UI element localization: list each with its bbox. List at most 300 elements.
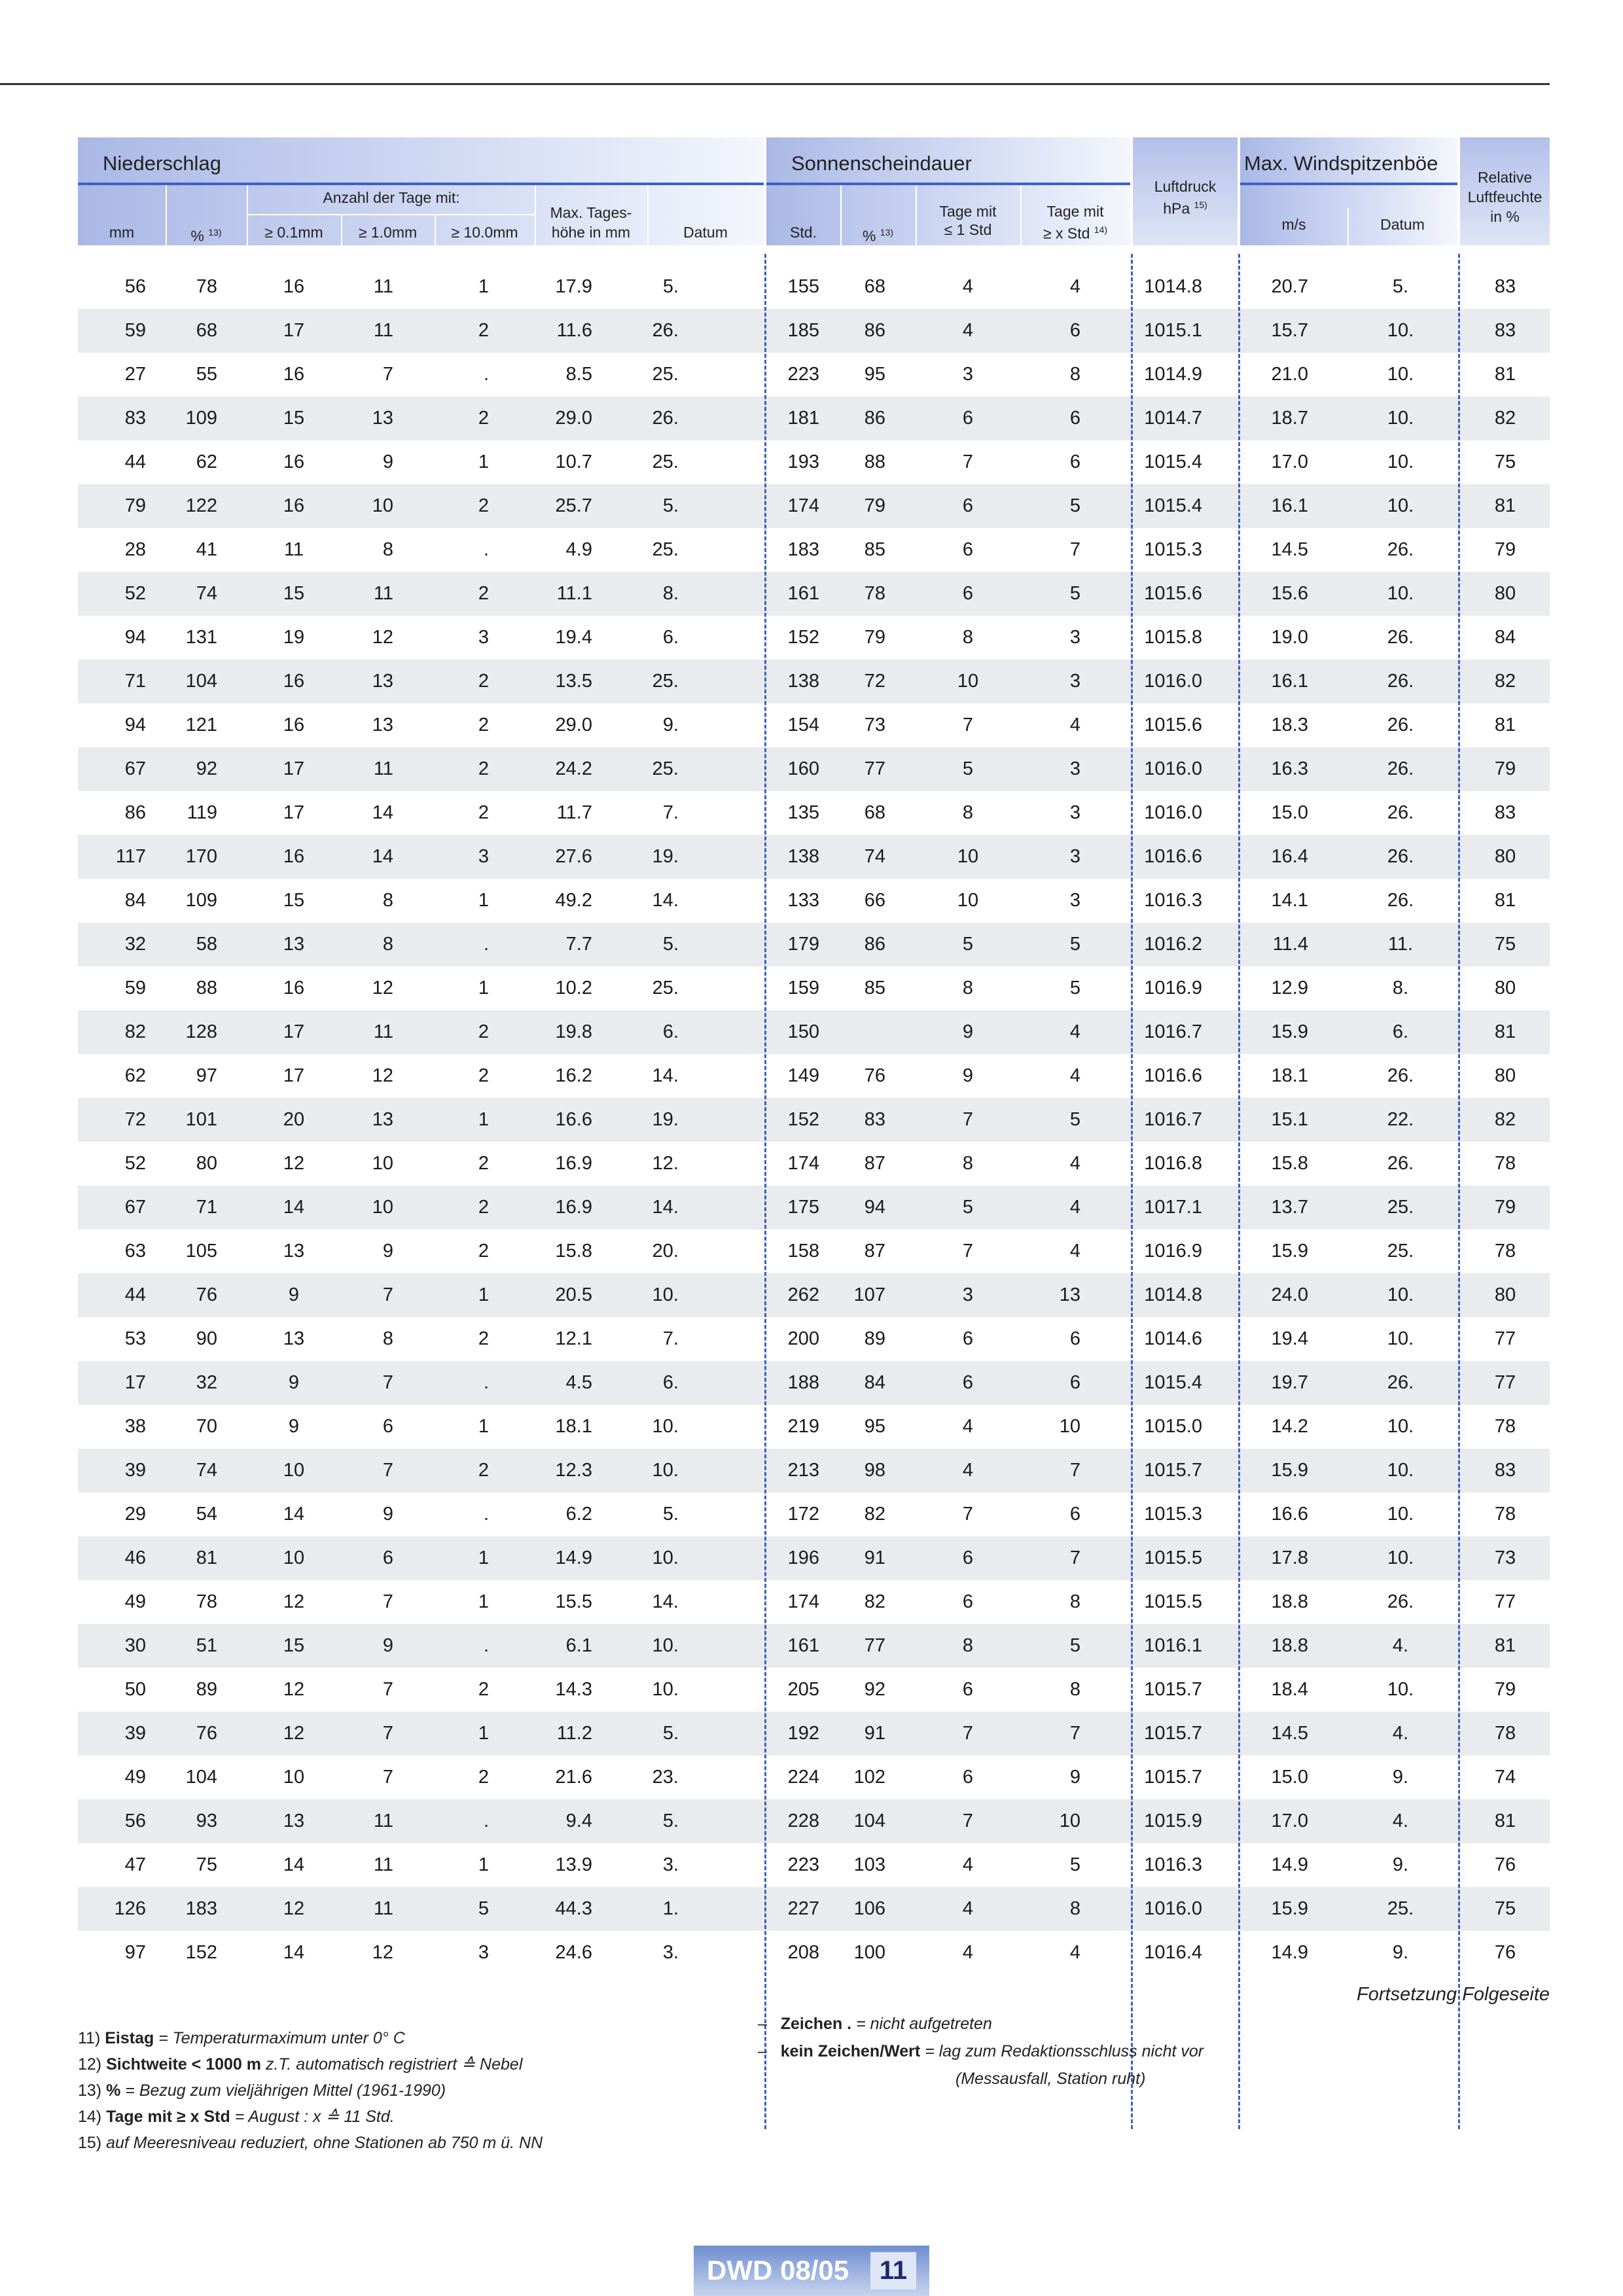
table-cell: 21.6 xyxy=(555,1767,592,1788)
table-cell: 26. xyxy=(1387,1591,1414,1612)
footnote-term: Sichtweite < 1000 m xyxy=(106,2055,262,2074)
table-cell: 10. xyxy=(652,1460,679,1481)
table-cell: 8.5 xyxy=(565,364,592,385)
table-cell: 93 xyxy=(196,1810,217,1831)
table-cell: 62 xyxy=(124,1065,146,1086)
table-cell: 94 xyxy=(124,715,146,735)
table-cell: 44 xyxy=(124,451,146,472)
table-cell: 87 xyxy=(864,1241,885,1262)
table-cell: 7 xyxy=(1069,539,1080,560)
table-cell: 97 xyxy=(124,1942,146,1963)
table-cell: 54 xyxy=(196,1504,217,1525)
table-cell: 3 xyxy=(1069,802,1080,823)
table-cell: 75 xyxy=(1494,1898,1516,1919)
group-header-wind xyxy=(1240,137,1457,185)
table-cell: 13 xyxy=(1059,1284,1080,1305)
table-cell: 21.0 xyxy=(1271,364,1308,385)
table-cell: 2 xyxy=(478,715,489,735)
table-cell: 9.4 xyxy=(565,1810,592,1831)
table-row xyxy=(78,660,1550,703)
table-cell: 6 xyxy=(962,539,974,560)
table-cell: 122 xyxy=(185,495,217,516)
table-cell: 2 xyxy=(478,802,489,823)
table-row xyxy=(78,1580,1550,1624)
table-cell: 44 xyxy=(124,1284,146,1305)
legend-line-1: – Zeichen . = nicht aufgetreten xyxy=(758,2015,992,2033)
table-row xyxy=(78,703,1550,747)
row-separator xyxy=(248,214,535,215)
table-cell: 160 xyxy=(787,758,819,779)
table-cell: 12 xyxy=(372,1942,393,1963)
table-cell: 91 xyxy=(864,1723,885,1744)
table-cell: 1015.4 xyxy=(1144,495,1202,516)
table-cell: 7 xyxy=(382,1460,393,1481)
table-cell: 77 xyxy=(864,1635,885,1656)
table-cell: 6 xyxy=(1069,1504,1080,1525)
table-cell: 82 xyxy=(864,1504,885,1525)
table-cell: 1016.3 xyxy=(1144,890,1202,911)
table-cell: 26. xyxy=(1387,671,1414,692)
table-row xyxy=(78,966,1550,1010)
table-cell: 8 xyxy=(382,934,393,955)
table-cell: 11 xyxy=(373,1898,393,1919)
table-row xyxy=(78,1142,1550,1186)
table-cell: 17 xyxy=(283,758,305,779)
table-cell: 152 xyxy=(787,627,819,648)
table-cell: 25. xyxy=(1387,1898,1414,1919)
table-cell: 5. xyxy=(662,1810,679,1831)
table-cell: 26. xyxy=(1387,1065,1414,1086)
table-cell: 15 xyxy=(283,1635,305,1656)
table-cell: 16.1 xyxy=(1271,671,1308,692)
header-ge1: ≥ 1.0mm xyxy=(358,224,418,241)
table-cell: 1016.7 xyxy=(1144,1021,1202,1042)
table-cell: 149 xyxy=(787,1065,819,1086)
footnote xyxy=(78,2051,543,2077)
table-cell: 17.0 xyxy=(1271,451,1308,472)
table-cell: 5. xyxy=(1392,276,1409,297)
table-cell: 2 xyxy=(478,1197,489,1218)
table-cell: 46 xyxy=(124,1547,146,1568)
table-row xyxy=(78,572,1550,616)
table-cell: 18.7 xyxy=(1271,408,1308,429)
table-cell: . xyxy=(483,539,489,560)
table-cell: 17.0 xyxy=(1271,1810,1308,1831)
table-cell: 92 xyxy=(864,1679,885,1700)
table-cell: 82 xyxy=(1494,671,1516,692)
table-cell: 10. xyxy=(1387,1504,1414,1525)
table-cell: 3. xyxy=(662,1854,679,1875)
table-cell: 11 xyxy=(373,1810,393,1831)
table-cell: 9 xyxy=(288,1416,300,1437)
table-cell: 29.0 xyxy=(555,408,592,429)
table-cell: 12. xyxy=(652,1153,679,1174)
continued-note: Fortsetzung Folgeseite xyxy=(1357,1984,1550,2005)
table-cell: 86 xyxy=(864,408,885,429)
table-cell: 4.9 xyxy=(565,539,592,560)
table-cell: 78 xyxy=(1494,1241,1516,1262)
table-cell: 174 xyxy=(787,495,819,516)
table-cell: 84 xyxy=(864,1372,885,1393)
footnote-term: Eistag xyxy=(105,2029,154,2047)
table-cell: 5 xyxy=(962,758,974,779)
table-cell: 15.7 xyxy=(1271,320,1308,341)
table-cell: 19.4 xyxy=(1271,1328,1308,1349)
dashed-separator xyxy=(1458,254,1460,2129)
table-cell: 79 xyxy=(1494,1679,1516,1700)
table-cell: 4 xyxy=(962,1460,974,1481)
table-cell: 133 xyxy=(787,890,819,911)
table-cell: 5. xyxy=(662,1504,679,1525)
table-cell: 15.0 xyxy=(1271,1767,1308,1788)
header-ms: m/s xyxy=(1281,216,1306,233)
table-cell: 52 xyxy=(124,583,146,604)
table-cell: 81 xyxy=(1494,1810,1516,1831)
table-cell: 13 xyxy=(283,1810,305,1831)
table-cell: 13 xyxy=(372,671,393,692)
table-cell: 39 xyxy=(124,1460,146,1481)
table-cell: 26. xyxy=(652,408,679,429)
table-cell: 20.5 xyxy=(555,1284,592,1305)
table-cell: 16.3 xyxy=(1271,758,1308,779)
table-cell: 26. xyxy=(1387,846,1414,867)
table-cell: 13 xyxy=(283,1328,305,1349)
table-cell: 1015.9 xyxy=(1144,1810,1202,1831)
table-cell: 7 xyxy=(962,1241,974,1262)
table-cell: 1016.1 xyxy=(1144,1635,1202,1656)
table-cell: 23. xyxy=(652,1767,679,1788)
table-row xyxy=(78,353,1550,397)
table-cell: 14.3 xyxy=(555,1679,592,1700)
table-cell: 15.8 xyxy=(555,1241,592,1262)
table-cell: 2 xyxy=(478,320,489,341)
table-row xyxy=(78,1054,1550,1098)
table-cell: 78 xyxy=(196,1591,217,1612)
table-cell: 12.3 xyxy=(555,1460,592,1481)
table-cell: 5 xyxy=(1069,495,1080,516)
table-cell: 92 xyxy=(196,758,217,779)
table-cell: 73 xyxy=(1494,1547,1516,1568)
table-cell: 98 xyxy=(864,1460,885,1481)
table-cell: 83 xyxy=(1494,1460,1516,1481)
table-cell: 138 xyxy=(787,846,819,867)
table-cell: 77 xyxy=(1494,1328,1516,1349)
footnote-text: z.T. automatisch registriert ≙ Nebel xyxy=(261,2055,523,2074)
table-cell: 4 xyxy=(1069,1942,1080,1963)
table-cell: 15 xyxy=(283,583,305,604)
table-cell: 95 xyxy=(864,1416,885,1437)
table-cell: 14 xyxy=(372,846,393,867)
table-cell: 16.2 xyxy=(555,1065,592,1086)
table-cell: 8 xyxy=(962,802,974,823)
table-cell: 16 xyxy=(283,276,305,297)
table-cell: 68 xyxy=(864,276,885,297)
table-cell: 26. xyxy=(1387,627,1414,648)
dashed-separator xyxy=(1238,254,1240,2129)
table-cell: 4 xyxy=(1069,1197,1080,1218)
table-cell: 67 xyxy=(124,1197,146,1218)
table-cell: 2 xyxy=(478,1065,489,1086)
table-cell: 76 xyxy=(1494,1942,1516,1963)
table-cell: 8 xyxy=(382,539,393,560)
table-cell: 7.7 xyxy=(565,934,592,955)
table-cell: 19.0 xyxy=(1271,627,1308,648)
table-cell: 76 xyxy=(864,1065,885,1086)
table-cell: 58 xyxy=(196,934,217,955)
table-row xyxy=(78,791,1550,835)
table-cell: 25. xyxy=(652,671,679,692)
table-cell: 8 xyxy=(382,1328,393,1349)
table-cell: 74 xyxy=(864,846,885,867)
table-cell: 224 xyxy=(787,1767,819,1788)
table-cell: 30 xyxy=(124,1635,146,1656)
table-cell: 9 xyxy=(382,1241,393,1262)
table-cell: 1016.0 xyxy=(1144,1898,1202,1919)
footnote-number: 13) xyxy=(78,2081,102,2100)
table-cell: 2 xyxy=(478,758,489,779)
table-cell: 77 xyxy=(1494,1372,1516,1393)
table-cell: 6 xyxy=(962,1591,974,1612)
table-cell: 6 xyxy=(962,583,974,604)
table-cell: 10. xyxy=(1387,1416,1414,1437)
page-number: 11 xyxy=(870,2252,916,2289)
table-cell: 80 xyxy=(1494,1284,1516,1305)
table-cell: 78 xyxy=(1494,1504,1516,1525)
table-cell: 11 xyxy=(373,1021,393,1042)
table-cell: 49.2 xyxy=(555,890,592,911)
table-cell: 14.9 xyxy=(555,1547,592,1568)
table-cell: 55 xyxy=(196,364,217,385)
table-cell: 2 xyxy=(478,1679,489,1700)
table-cell: 7 xyxy=(962,451,974,472)
table-cell: 83 xyxy=(864,1109,885,1130)
table-cell: 1016.9 xyxy=(1144,1241,1202,1262)
footnote xyxy=(78,2104,543,2130)
header-pct: % $^{13)}$ xyxy=(190,227,222,245)
table-cell: 11 xyxy=(283,539,304,560)
table-cell: 152 xyxy=(787,1109,819,1130)
table-cell: 104 xyxy=(185,1767,217,1788)
table-cell: 3 xyxy=(478,1942,489,1963)
table-cell: 6 xyxy=(962,1372,974,1393)
table-cell: 8. xyxy=(662,583,679,604)
table-cell: . xyxy=(483,1635,489,1656)
table-cell: 223 xyxy=(787,1854,819,1875)
table-cell: 28 xyxy=(124,539,146,560)
table-cell: 7 xyxy=(382,1284,393,1305)
table-cell: 78 xyxy=(1494,1416,1516,1437)
table-cell: 18.8 xyxy=(1271,1635,1308,1656)
table-cell: 10. xyxy=(1387,1284,1414,1305)
table-cell: 25. xyxy=(652,758,679,779)
table-cell: 7 xyxy=(1069,1460,1080,1481)
table-cell: 6 xyxy=(1069,451,1080,472)
table-cell: 15.0 xyxy=(1271,802,1308,823)
table-cell: 6 xyxy=(1069,320,1080,341)
table-cell: 26. xyxy=(1387,539,1414,560)
table-cell: 17 xyxy=(283,320,305,341)
group-title-wind: Max. Windspitzenböe xyxy=(1244,152,1438,175)
group-title-niederschlag: Niederschlag xyxy=(103,152,221,175)
table-cell: 79 xyxy=(1494,758,1516,779)
table-cell: 7 xyxy=(382,364,393,385)
table-row xyxy=(78,1273,1550,1317)
table-cell: . xyxy=(483,1372,489,1393)
table-cell: 70 xyxy=(196,1416,217,1437)
table-cell: 14 xyxy=(283,1854,305,1875)
table-cell: 1015.5 xyxy=(1144,1547,1202,1568)
table-cell: 9. xyxy=(1392,1854,1409,1875)
table-cell: 2 xyxy=(478,1328,489,1349)
table-cell: 5 xyxy=(1069,1854,1080,1875)
table-cell: 49 xyxy=(124,1767,146,1788)
table-cell: 15.8 xyxy=(1271,1153,1308,1174)
table-cell: 12 xyxy=(283,1723,305,1744)
table-cell: 4. xyxy=(1392,1810,1409,1831)
table-row xyxy=(78,1668,1550,1712)
table-cell: 8 xyxy=(962,1153,974,1174)
table-row xyxy=(78,1317,1550,1361)
table-cell: 128 xyxy=(185,1021,217,1042)
table-cell: 52 xyxy=(124,1153,146,1174)
table-cell: 7 xyxy=(382,1679,393,1700)
table-cell: 10. xyxy=(1387,408,1414,429)
table-cell: 19. xyxy=(652,846,679,867)
table-cell: 50 xyxy=(124,1679,146,1700)
table-cell: 95 xyxy=(864,364,885,385)
table-row xyxy=(78,265,1550,309)
footnote-text: = Temperaturmaximum unter 0° C xyxy=(154,2029,405,2047)
table-cell: 6 xyxy=(962,495,974,516)
table-cell: 80 xyxy=(1494,846,1516,867)
table-cell: 3 xyxy=(1069,627,1080,648)
table-row xyxy=(78,1098,1550,1142)
table-cell: 53 xyxy=(124,1328,146,1349)
table-cell: 17 xyxy=(283,802,305,823)
table-cell: 20 xyxy=(283,1109,305,1130)
table-cell: 32 xyxy=(124,934,146,955)
table-cell: 26. xyxy=(1387,1153,1414,1174)
table-cell: 27 xyxy=(124,364,146,385)
table-cell: 12 xyxy=(372,978,393,998)
table-cell: 4 xyxy=(962,1416,974,1437)
table-row xyxy=(78,616,1550,660)
table-cell: 10 xyxy=(372,1197,393,1218)
table-cell: 26. xyxy=(1387,758,1414,779)
table-cell: 3 xyxy=(1069,846,1080,867)
table-cell: 11 xyxy=(373,320,393,341)
table-cell: 121 xyxy=(185,715,217,735)
table-cell: 14. xyxy=(652,1591,679,1612)
table-cell: 15 xyxy=(283,890,305,911)
table-cell: 27.6 xyxy=(555,846,592,867)
table-cell: 13 xyxy=(372,1109,393,1130)
table-cell: 14. xyxy=(652,1197,679,1218)
table-cell: 131 xyxy=(185,627,217,648)
table-row xyxy=(78,879,1550,923)
table-cell: 6 xyxy=(1069,1328,1080,1349)
table-cell: 2 xyxy=(478,495,489,516)
table-cell: 29 xyxy=(124,1504,146,1525)
legend xyxy=(758,2010,1204,2093)
table-cell: 15.6 xyxy=(1271,583,1308,604)
table-cell: 14.9 xyxy=(1271,1942,1308,1963)
table-cell: 174 xyxy=(787,1591,819,1612)
table-cell: 13.5 xyxy=(555,671,592,692)
table-cell: 14. xyxy=(652,1065,679,1086)
table-cell: 73 xyxy=(864,715,885,735)
table-row xyxy=(78,528,1550,572)
table-cell: 105 xyxy=(185,1241,217,1262)
table-cell: 12 xyxy=(283,1898,305,1919)
table-cell: 1015.8 xyxy=(1144,627,1202,648)
table-cell: 8 xyxy=(1069,1591,1080,1612)
table-cell: 12 xyxy=(283,1153,305,1174)
table-cell: 8 xyxy=(1069,1898,1080,1919)
table-cell: 17 xyxy=(283,1065,305,1086)
table-cell: 4 xyxy=(962,1942,974,1963)
table-cell: 10 xyxy=(372,1153,393,1174)
table-cell: 5 xyxy=(1069,934,1080,955)
legend-line-3: (Messausfall, Station ruht) xyxy=(955,2070,1146,2088)
table-cell: 80 xyxy=(1494,1065,1516,1086)
table-cell: 9 xyxy=(1069,1767,1080,1788)
table-cell: 10. xyxy=(1387,495,1414,516)
header-ge01: ≥ 0.1mm xyxy=(264,224,323,241)
table-row xyxy=(78,1186,1550,1229)
table-cell: 81 xyxy=(1494,495,1516,516)
table-cell: 12 xyxy=(372,627,393,648)
table-cell: 170 xyxy=(185,846,217,867)
table-cell: 1 xyxy=(478,1591,489,1612)
table-cell: 13 xyxy=(372,715,393,735)
table-cell: 1014.8 xyxy=(1144,276,1202,297)
table-cell: 5 xyxy=(962,1197,974,1218)
footnote-number: 12) xyxy=(78,2055,102,2074)
table-cell: 1015.5 xyxy=(1144,1591,1202,1612)
table-cell: 19.8 xyxy=(555,1021,592,1042)
footnotes xyxy=(78,2025,543,2156)
table-cell: 1015.4 xyxy=(1144,451,1202,472)
table-cell: 81 xyxy=(1494,1635,1516,1656)
footnote-number: 11) xyxy=(78,2029,101,2047)
table-cell: 86 xyxy=(124,802,146,823)
table-cell: 7 xyxy=(1069,1547,1080,1568)
footnote xyxy=(78,2077,543,2104)
table-cell: 88 xyxy=(196,978,217,998)
table-cell: 1015.1 xyxy=(1144,320,1202,341)
table-cell: 172 xyxy=(787,1504,819,1525)
table-cell: 1015.3 xyxy=(1144,539,1202,560)
table-cell: 106 xyxy=(853,1898,885,1919)
table-cell: 83 xyxy=(1494,276,1516,297)
table-cell: 2 xyxy=(478,1241,489,1262)
table-cell: 86 xyxy=(864,320,885,341)
table-cell: 17 xyxy=(283,1021,305,1042)
table-cell: 1014.7 xyxy=(1144,408,1202,429)
table-row xyxy=(78,397,1550,440)
table-cell: 16 xyxy=(283,978,305,998)
table-cell: 196 xyxy=(787,1547,819,1568)
table-cell: 183 xyxy=(185,1898,217,1919)
header-tage-gex-2: ≥ x Std $^{14)}$ xyxy=(1043,224,1108,242)
table-cell: 17 xyxy=(124,1372,146,1393)
header-max-tages-2: höhe in mm xyxy=(551,224,631,241)
table-cell: 4 xyxy=(962,320,974,341)
table-cell: 1016.8 xyxy=(1144,1153,1202,1174)
table-cell: 7 xyxy=(382,1372,393,1393)
table-cell: 24.6 xyxy=(555,1942,592,1963)
